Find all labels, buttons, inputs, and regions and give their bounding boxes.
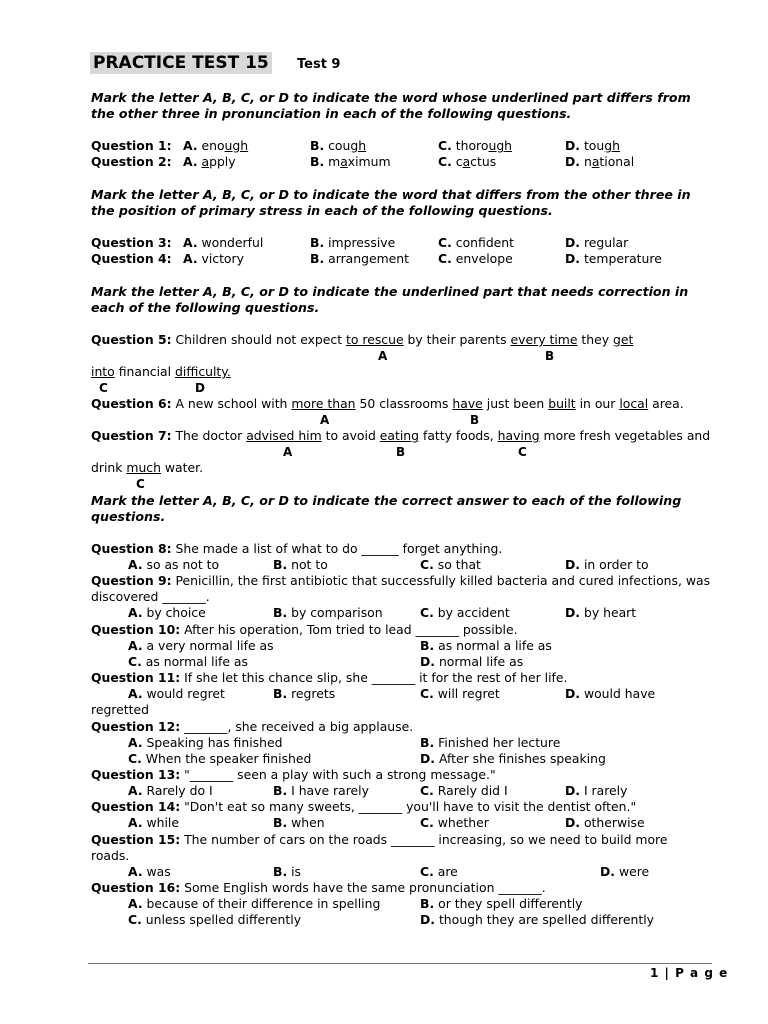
- question-1: Question 1:: [91, 138, 172, 153]
- q12-option-a: A. Speaking has finished: [128, 735, 283, 750]
- q7-mark-c: C: [518, 445, 527, 459]
- q9-option-a: A. by choice: [128, 605, 206, 620]
- q13-option-c: C. Rarely did I: [420, 783, 508, 798]
- q15-option-a: A. was: [128, 864, 171, 879]
- question-14: Question 14: "Don't eat so many sweets, _______ you'll have to visit the dentist often.": [91, 799, 637, 814]
- q9-option-b: B. by comparison: [273, 605, 383, 620]
- q9-option-c: C. by accident: [420, 605, 510, 620]
- q2-option-a: A. apply: [183, 154, 236, 169]
- q14-option-d: D. otherwise: [565, 815, 645, 830]
- q15-option-c: C. are: [420, 864, 458, 879]
- q8-option-d: D. in order to: [565, 557, 649, 572]
- question-9: Question 9: Penicillin, the first antibiotic that successfully killed bacteria and cured infections, was: [91, 573, 711, 588]
- question-10: Question 10: After his operation, Tom tried to lead _______ possible.: [91, 622, 518, 637]
- instruction-pronunciation: Mark the letter A, B, C, or D to indicate the word whose underlined part differs from the other three in pronunciation in each of the following questions.: [91, 90, 691, 121]
- q4-option-c: C. envelope: [438, 251, 513, 266]
- q10-option-c: C. as normal life as: [128, 654, 248, 669]
- q12-option-b: B. Finished her lecture: [420, 735, 561, 750]
- q5-mark-a: A: [378, 349, 388, 363]
- q3-option-b: B. impressive: [310, 235, 396, 250]
- q5-mark-b: B: [545, 349, 555, 363]
- question-5: Question 5: Children should not expect to rescue by their parents every time they get: [91, 332, 634, 347]
- q11-option-b: B. regrets: [273, 686, 336, 701]
- question-7-cont: drink much water.: [91, 460, 204, 475]
- instruction-correct-answer: Mark the letter A, B, C, or D to indicate the correct answer to each of the following questions.: [91, 493, 682, 524]
- q15-option-b: B. is: [273, 864, 302, 879]
- question-15-cont: roads.: [91, 848, 130, 863]
- q5-mark-d: D: [195, 381, 205, 395]
- question-15: Question 15: The number of cars on the roads _______ increasing, so we need to build more: [91, 832, 668, 847]
- q8-option-c: C. so that: [420, 557, 481, 572]
- q7-mark-a: A: [283, 445, 293, 459]
- q16-option-b: B. or they spell differently: [420, 896, 583, 911]
- question-12: Question 12: _______, she received a big applause.: [91, 719, 414, 734]
- q6-mark-b: B: [470, 413, 480, 427]
- q10-option-d: D. normal life as: [420, 654, 524, 669]
- q1-option-d: D. tough: [565, 138, 620, 153]
- question-9-cont: discovered _______.: [91, 589, 210, 604]
- instruction-correction: Mark the letter A, B, C, or D to indicate the underlined part that needs correction in each of the following questions.: [91, 284, 689, 315]
- question-13: Question 13: "_______ seen a play with such a strong message.": [91, 767, 496, 782]
- question-6: Question 6: A new school with more than 50 classrooms have just been built in our local area.: [91, 396, 684, 411]
- q4-option-a: A. victory: [183, 251, 244, 266]
- page-title: PRACTICE TEST 15: [90, 52, 272, 74]
- q13-option-a: A. Rarely do I: [128, 783, 213, 798]
- question-4: Question 4:: [91, 251, 172, 266]
- q2-option-b: B. maximum: [310, 154, 391, 169]
- q11-option-c: C. will regret: [420, 686, 500, 701]
- q3-option-a: A. wonderful: [183, 235, 264, 250]
- q12-option-c: C. When the speaker finished: [128, 751, 312, 766]
- question-11: Question 11: If she let this chance slip, she _______ it for the rest of her life.: [91, 670, 568, 685]
- q11-option-a: A. would regret: [128, 686, 225, 701]
- q2-option-d: D. national: [565, 154, 635, 169]
- q4-option-b: B. arrangement: [310, 251, 410, 266]
- q1-option-b: B. cough: [310, 138, 367, 153]
- q11-option-d-cont: regretted: [91, 702, 149, 717]
- q1-option-a: A. enough: [183, 138, 249, 153]
- q13-option-d: D. I rarely: [565, 783, 628, 798]
- question-16: Question 16: Some English words have the same pronunciation _______.: [91, 880, 546, 895]
- page-number: 1 | P a g e: [650, 966, 729, 980]
- q8-option-b: B. not to: [273, 557, 328, 572]
- instruction-stress: Mark the letter A, B, C, or D to indicate the word that differs from the other three in the position of primary stress in each of the following questions.: [91, 187, 691, 218]
- question-5-cont: into financial difficulty.: [91, 364, 231, 379]
- q7-mark-b: B: [396, 445, 406, 459]
- q16-option-c: C. unless spelled differently: [128, 912, 302, 927]
- q16-option-a: A. because of their difference in spelling: [128, 896, 381, 911]
- footer-divider: [88, 963, 712, 964]
- question-8: Question 8: She made a list of what to do ______ forget anything.: [91, 541, 503, 556]
- q13-option-b: B. I have rarely: [273, 783, 369, 798]
- q2-option-c: C. cactus: [438, 154, 497, 169]
- q14-option-a: A. while: [128, 815, 179, 830]
- q6-mark-a: A: [320, 413, 330, 427]
- q8-option-a: A. so as not to: [128, 557, 220, 572]
- q15-option-d: D. were: [600, 864, 650, 879]
- page-subtitle: Test 9: [297, 57, 341, 72]
- q14-option-b: B. when: [273, 815, 325, 830]
- question-3: Question 3:: [91, 235, 172, 250]
- question-7: Question 7: The doctor advised him to avoid eating fatty foods, having more fresh vegetables and: [91, 428, 711, 443]
- q9-option-d: D. by heart: [565, 605, 637, 620]
- q10-option-b: B. as normal a life as: [420, 638, 552, 653]
- question-2: Question 2:: [91, 154, 172, 169]
- q4-option-d: D. temperature: [565, 251, 662, 266]
- q3-option-c: C. confident: [438, 235, 515, 250]
- q5-mark-c: C: [99, 381, 108, 395]
- q12-option-d: D. After she finishes speaking: [420, 751, 606, 766]
- q3-option-d: D. regular: [565, 235, 629, 250]
- q16-option-d: D. though they are spelled differently: [420, 912, 654, 927]
- q14-option-c: C. whether: [420, 815, 489, 830]
- q1-option-c: C. thorough: [438, 138, 513, 153]
- q7-mark-d: C: [136, 477, 145, 491]
- q11-option-d: D. would have: [565, 686, 656, 701]
- q10-option-a: A. a very normal life as: [128, 638, 274, 653]
